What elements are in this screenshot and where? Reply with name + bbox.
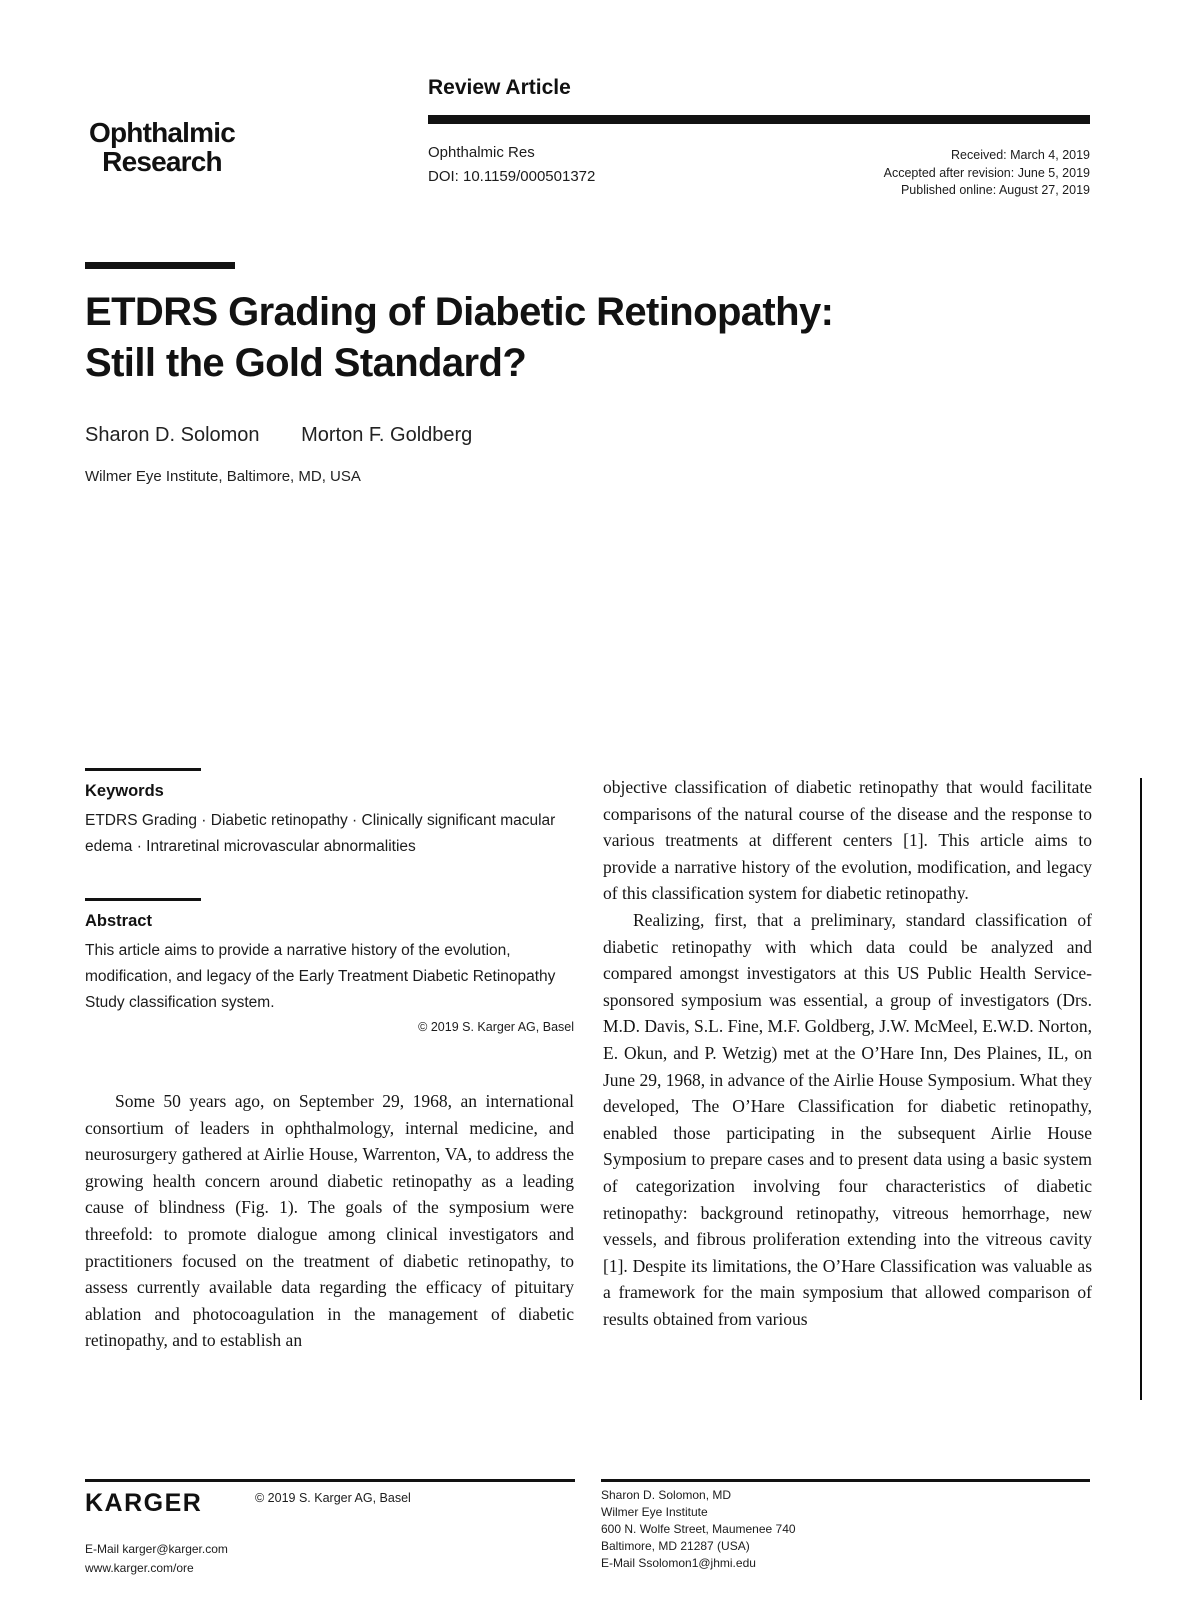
author-list: [85, 424, 508, 447]
correspondence-block: [601, 1487, 796, 1572]
keywords-rule: [85, 768, 201, 771]
journal-logo-line1: Ophthalmic: [88, 117, 235, 148]
body-paragraph-right-2: Realizing, first, that a preliminary, standard classification of diabetic retinopathy with which data could be analyzed and compared amongst investigators at this US Public Health Service-sponsored symposium was essential, a group of investigators (Drs. M.D. Davis, S.L. Fine, M.F. Goldberg, J.W. McMeel, E.W.D. Norton, E. Okun, and P. Wetzig) met at the O’Hare Inn, Des Plaines, IL, on June 29, 1968, in advance of the Airlie House Symposium. What they developed, The O’Hare Classification for diabetic retinopathy, enabled those participating in the subsequent Airlie House Symposium to prepare cases and to present data using a basic system of categorization involving four characteristics of diabetic retinopathy: background retinopathy, vitreous hemorrhage, new vessels, and fibrous proliferation extending into the vitreous cavity [1]. Despite its limitations, the O’Hare Classification was valuable as a framework for the main symposium that allowed comparison of results obtained from various: [603, 909, 1092, 1329]
body-paragraph-right-1: objective classification of diabetic retinopathy that would facilitate comparisons of the natural course of the disease and the response to various treatments at different centers [1]. This article aims to provide a narrative history of the evolution, modification, and legacy of this classification system for diabetic retinopathy.: [603, 777, 1092, 904]
keywords-heading: Keywords: [85, 782, 164, 800]
footer-rule-left: [85, 1479, 575, 1482]
journal-logo-line2: Research: [102, 146, 222, 177]
author-1: Sharon D. Solomon: [85, 424, 260, 446]
page-title: [85, 287, 1085, 389]
received-date: Received: March 4, 2019: [951, 148, 1090, 162]
correspondence-street: 600 N. Wolfe Street, Maumenee 740: [601, 1522, 796, 1536]
title-rule: [85, 262, 235, 269]
publisher-email: E-Mail karger@karger.com: [85, 1542, 228, 1556]
doi-line: DOI: 10.1159/000501372: [428, 168, 596, 185]
publisher-logo: KARGER: [85, 1489, 203, 1517]
journal-citation-block: [428, 141, 595, 189]
abstract-copyright: © 2019 S. Karger AG, Basel: [418, 1020, 574, 1034]
abstract-text: This article aims to provide a narrative history of the evolution, modification, and legacy of the Early Treatment Diabetic Retinopathy Study classification system.: [85, 942, 556, 1011]
correspondence-name: Sharon D. Solomon, MD: [601, 1488, 732, 1502]
abstract-rule: [85, 898, 201, 901]
footer-rule-right: [601, 1479, 1090, 1482]
header-rule: [428, 115, 1090, 124]
published-date: Published online: August 27, 2019: [900, 183, 1090, 197]
journal-ref-line: Ophthalmic Res: [428, 144, 535, 161]
affiliation: Wilmer Eye Institute, Baltimore, MD, USA: [85, 468, 361, 485]
article-type-label: Review Article: [428, 76, 571, 99]
title-line1: ETDRS Grading of Diabetic Retinopathy:: [85, 290, 834, 334]
footer-copyright: © 2019 S. Karger AG, Basel: [255, 1491, 411, 1505]
correspondence-institute: Wilmer Eye Institute: [601, 1505, 708, 1519]
correspondence-email: E-Mail Ssolomon1@jhmi.edu: [601, 1556, 756, 1570]
publisher-contact-block: [85, 1540, 228, 1578]
journal-logo: [84, 118, 240, 176]
body-columns: [85, 768, 1092, 1354]
abstract-heading: Abstract: [85, 912, 152, 930]
right-column: [603, 768, 1092, 1354]
correspondence-city: Baltimore, MD 21287 (USA): [601, 1539, 750, 1553]
right-margin-rule: [1140, 778, 1142, 1400]
author-2: Morton F. Goldberg: [301, 424, 473, 446]
article-history-block: [700, 147, 1090, 200]
accepted-date: Accepted after revision: June 5, 2019: [883, 165, 1090, 180]
title-line2: Still the Gold Standard?: [85, 341, 527, 385]
body-paragraph-left: Some 50 years ago, on September 29, 1968, an international consortium of leaders in ophthalmology, internal medicine, and neurosurgery gathered at Airlie House, Warrenton, VA, to address the growing health concern around diabetic retinopathy as a leading cause of blindness (Fig. 1). The goals of the symposium were threefold: to promote dialogue among clinical investigators and practitioners focused on the treatment of diabetic retinopathy, to assess currently available data regarding the efficacy of pituitary ablation and photocoagulation in the management of diabetic retinopathy, and to establish an: [85, 1091, 574, 1351]
publisher-website: www.karger.com/ore: [85, 1561, 194, 1575]
left-column: [85, 768, 574, 1354]
keywords-text: ETDRS Grading · Diabetic retinopathy · Clinically significant macular edema · Intraretinal microvascular abnormalities: [85, 812, 556, 855]
